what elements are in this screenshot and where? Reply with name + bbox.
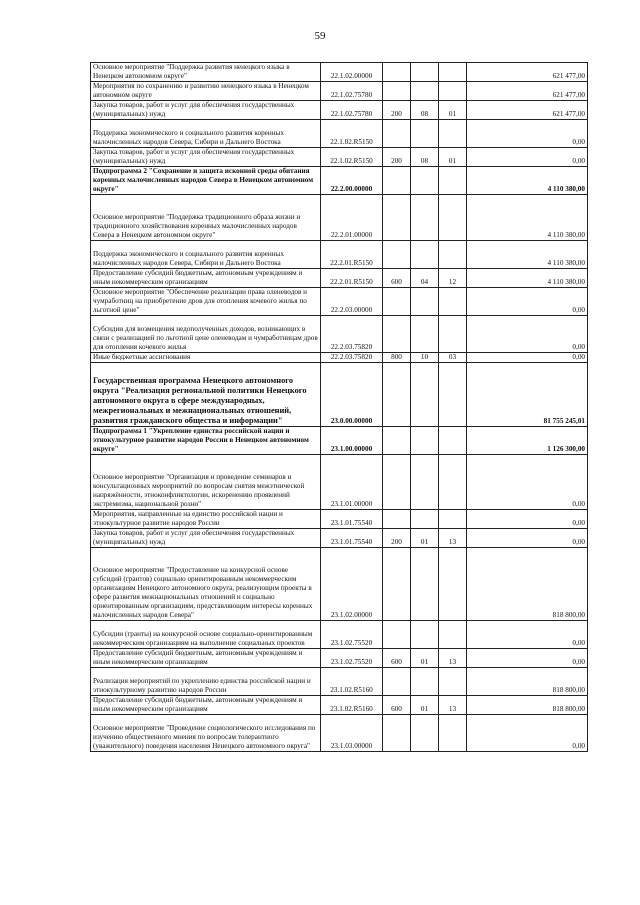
row-section — [411, 241, 439, 269]
row-subsection — [439, 548, 467, 621]
budget-table-body — [91, 63, 588, 752]
row-code: 23.1.01.00000 — [321, 455, 383, 510]
row-expense-type: 200 — [383, 148, 411, 167]
row-section: 04 — [411, 269, 439, 288]
row-code: 22.1.02.75780 — [321, 101, 383, 120]
row-expense-type — [383, 316, 411, 353]
row-amount: 1 126 300,00 — [467, 427, 588, 455]
table-row — [91, 649, 588, 668]
row-name: Реализация мероприятий по укреплению единства российской нации и этнокультурному развитию народов России — [91, 668, 321, 696]
row-code: 23.0.00.00000 — [321, 363, 383, 427]
row-amount: 0,00 — [467, 148, 588, 167]
row-name: Основное мероприятие "Проведение социологического исследования по изучению общественного мнения по вопросам толерантного (уважительного) поведения населения Ненецкого автономного округа" — [91, 715, 321, 752]
row-expense-type — [383, 363, 411, 427]
row-subsection — [439, 363, 467, 427]
table-row — [91, 696, 588, 715]
row-code: 22.2.03.00000 — [321, 288, 383, 316]
row-code: 23.1.02.75520 — [321, 621, 383, 649]
table-row — [91, 529, 588, 548]
page-number: 59 — [314, 30, 326, 42]
row-code: 23.1.01.75540 — [321, 529, 383, 548]
row-expense-type — [383, 427, 411, 455]
table-row — [91, 269, 588, 288]
row-expense-type — [383, 510, 411, 529]
row-name: Закупка товаров, работ и услуг для обеспечения государственных (муниципальных) нужд — [91, 148, 321, 167]
table-row — [91, 353, 588, 363]
row-name: Основное мероприятие "Организация и проведение семинаров и консультационных мероприятий по вопросам снятия межэтнической напряжённости, этноконфликтологии, искоренению проявлений экстремизма, национальной розни" — [91, 455, 321, 510]
row-amount: 0,00 — [467, 288, 588, 316]
row-section — [411, 120, 439, 148]
row-subsection — [439, 316, 467, 353]
row-amount: 0,00 — [467, 649, 588, 668]
row-expense-type — [383, 82, 411, 101]
row-expense-type: 600 — [383, 649, 411, 668]
row-section — [411, 82, 439, 101]
row-code: 22.1.02.R5150 — [321, 120, 383, 148]
row-code: 22.1.02.R5150 — [321, 148, 383, 167]
row-expense-type — [383, 668, 411, 696]
row-subsection: 12 — [439, 269, 467, 288]
row-name: Поддержка экономического и социального развития коренных малочисленных народов Севера, Сибири и Дальнего Востока — [91, 241, 321, 269]
table-row — [91, 120, 588, 148]
row-subsection — [439, 668, 467, 696]
table-row — [91, 167, 588, 195]
row-name: Субсидии (гранты) на конкурсной основе социально-ориентированным некоммерческим организациям на выполнение социальных проектов — [91, 621, 321, 649]
row-code: 22.2.01.R5150 — [321, 241, 383, 269]
row-name: Закупка товаров, работ и услуг для обеспечения государственных (муниципальных) нужд — [91, 101, 321, 120]
row-name: Иные бюджетные ассигнования — [91, 353, 321, 363]
row-expense-type — [383, 621, 411, 649]
row-subsection — [439, 288, 467, 316]
table-row — [91, 668, 588, 696]
row-amount: 818 800,00 — [467, 548, 588, 621]
row-code: 23.1.02.R5160 — [321, 668, 383, 696]
table-row — [91, 101, 588, 120]
row-section — [411, 167, 439, 195]
row-code: 23.1.02.75520 — [321, 649, 383, 668]
row-amount: 818 800,00 — [467, 668, 588, 696]
row-section — [411, 427, 439, 455]
row-name: Поддержка экономического и социального развития коренных малочисленных народов Севера, Сибири и Дальнего Востока — [91, 120, 321, 148]
row-name: Субсидии для возмещения недополученных доходов, возникающих в связи с реализацией по льготной цене оленеводам и чумработницам дров для отопления кочевого жилья — [91, 316, 321, 353]
table-row — [91, 427, 588, 455]
row-name: Государственная программа Ненецкого автономного округа "Реализация региональной политики Ненецкого автономного округа в сфере международных, межрегиональных и межнациональных отношений, развития гражданского общества и информации" — [91, 363, 321, 427]
row-section: 01 — [411, 529, 439, 548]
row-subsection: 13 — [439, 696, 467, 715]
row-amount: 0,00 — [467, 316, 588, 353]
row-amount: 4 110 380,00 — [467, 195, 588, 241]
row-section: 08 — [411, 148, 439, 167]
table-row — [91, 455, 588, 510]
row-amount: 4 110 380,00 — [467, 241, 588, 269]
row-amount: 621 477,00 — [467, 82, 588, 101]
row-section: 08 — [411, 101, 439, 120]
row-amount: 621 477,00 — [467, 101, 588, 120]
row-expense-type — [383, 241, 411, 269]
row-name: Предоставление субсидий бюджетным, автономным учреждениям и иным некоммерческим организациям — [91, 696, 321, 715]
row-section — [411, 668, 439, 696]
row-amount: 0,00 — [467, 455, 588, 510]
row-amount: 621 477,00 — [467, 63, 588, 82]
row-expense-type: 600 — [383, 696, 411, 715]
row-name: Предоставление субсидий бюджетным, автономным учреждениям и иным некоммерческим организациям — [91, 649, 321, 668]
row-section — [411, 455, 439, 510]
row-code: 23.1.02.00000 — [321, 548, 383, 621]
row-expense-type: 200 — [383, 101, 411, 120]
row-section — [411, 715, 439, 752]
row-code: 22.1.02.75780 — [321, 82, 383, 101]
row-name: Подпрограмма 1 "Укрепление единства российской нации и этнокультурное развитие народов России в Ненецком автономном округе" — [91, 427, 321, 455]
table-row — [91, 715, 588, 752]
row-section — [411, 548, 439, 621]
row-subsection: 01 — [439, 148, 467, 167]
row-expense-type — [383, 195, 411, 241]
row-section — [411, 510, 439, 529]
row-section — [411, 63, 439, 82]
row-amount: 0,00 — [467, 715, 588, 752]
table-row — [91, 363, 588, 427]
table-row — [91, 148, 588, 167]
row-subsection — [439, 510, 467, 529]
row-subsection: 01 — [439, 101, 467, 120]
table-row — [91, 241, 588, 269]
row-code: 22.2.01.00000 — [321, 195, 383, 241]
row-code: 23.1.01.75540 — [321, 510, 383, 529]
row-amount: 4 110 380,00 — [467, 167, 588, 195]
row-expense-type — [383, 548, 411, 621]
row-name: Закупка товаров, работ и услуг для обеспечения государственных (муниципальных) нужд — [91, 529, 321, 548]
row-section — [411, 621, 439, 649]
row-expense-type — [383, 120, 411, 148]
row-subsection — [439, 621, 467, 649]
row-subsection — [439, 715, 467, 752]
row-section: 10 — [411, 353, 439, 363]
table-row — [91, 288, 588, 316]
row-amount: 0,00 — [467, 510, 588, 529]
row-subsection — [439, 82, 467, 101]
row-code: 22.2.00.00000 — [321, 167, 383, 195]
row-amount: 0,00 — [467, 353, 588, 363]
row-section — [411, 288, 439, 316]
row-expense-type: 800 — [383, 353, 411, 363]
row-amount: 0,00 — [467, 120, 588, 148]
row-name: Мероприятия, направленные на единство российской нации и этнокультурное развитие народов России — [91, 510, 321, 529]
row-name: Мероприятия по сохранению и развитию ненецкого языка в Ненецком автономном округе — [91, 82, 321, 101]
row-section: 01 — [411, 649, 439, 668]
row-code: 22.1.02.00000 — [321, 63, 383, 82]
row-subsection: 13 — [439, 529, 467, 548]
row-expense-type — [383, 288, 411, 316]
row-name: Основное мероприятие "Поддержка развития ненецкого языка в Ненецком автономном округе" — [91, 63, 321, 82]
row-amount: 4 110 380,00 — [467, 269, 588, 288]
row-subsection: 13 — [439, 649, 467, 668]
row-expense-type — [383, 715, 411, 752]
row-expense-type: 200 — [383, 529, 411, 548]
row-expense-type — [383, 167, 411, 195]
row-subsection — [439, 427, 467, 455]
row-name: Основное мероприятие "Поддержка традиционного образа жизни и традиционного хозяйствования коренных малочисленных народов Севера в Ненецком автономном округе" — [91, 195, 321, 241]
row-name: Предоставление субсидий бюджетным, автономным учреждениям и иным некоммерческим организациям — [91, 269, 321, 288]
row-amount: 818 800,00 — [467, 696, 588, 715]
row-expense-type — [383, 455, 411, 510]
table-row — [91, 82, 588, 101]
row-section — [411, 316, 439, 353]
row-subsection — [439, 167, 467, 195]
row-subsection — [439, 195, 467, 241]
table-row — [91, 316, 588, 353]
row-code: 22.2.03.75820 — [321, 316, 383, 353]
row-subsection — [439, 120, 467, 148]
row-section: 01 — [411, 696, 439, 715]
budget-table — [90, 62, 588, 752]
row-code: 22.2.03.75820 — [321, 353, 383, 363]
table-row — [91, 195, 588, 241]
table-row — [91, 63, 588, 82]
row-expense-type: 600 — [383, 269, 411, 288]
row-subsection — [439, 63, 467, 82]
row-section — [411, 363, 439, 427]
row-expense-type — [383, 63, 411, 82]
row-name: Основное мероприятие "Предоставление на конкурсной основе субсидий (грантов) социально ориентированным некоммерческим организациям Ненецкого автономного округа, реализующим проекты в сфере развития межнациональных отношений и социально ориентированным организациям, представляющим интересы коренных малочисленных народов Севера" — [91, 548, 321, 621]
table-row — [91, 510, 588, 529]
row-name: Основное мероприятие "Обеспечение реализации права оленеводов и чумработниц на приобретение дров для отопления кочевого жилья по льготной цене" — [91, 288, 321, 316]
table-row — [91, 548, 588, 621]
row-amount: 81 755 245,01 — [467, 363, 588, 427]
row-code: 23.1.02.R5160 — [321, 696, 383, 715]
table-row — [91, 621, 588, 649]
row-amount: 0,00 — [467, 621, 588, 649]
row-subsection — [439, 455, 467, 510]
row-name: Подпрограмма 2 "Сохранение и защита исконной среды обитания коренных малочисленных народов Севера в Ненецком автономном округе" — [91, 167, 321, 195]
row-section — [411, 195, 439, 241]
row-subsection: 03 — [439, 353, 467, 363]
row-code: 22.2.01.R5150 — [321, 269, 383, 288]
row-code: 23.1.00.00000 — [321, 427, 383, 455]
row-code: 23.1.03.00000 — [321, 715, 383, 752]
row-subsection — [439, 241, 467, 269]
row-amount: 0,00 — [467, 529, 588, 548]
